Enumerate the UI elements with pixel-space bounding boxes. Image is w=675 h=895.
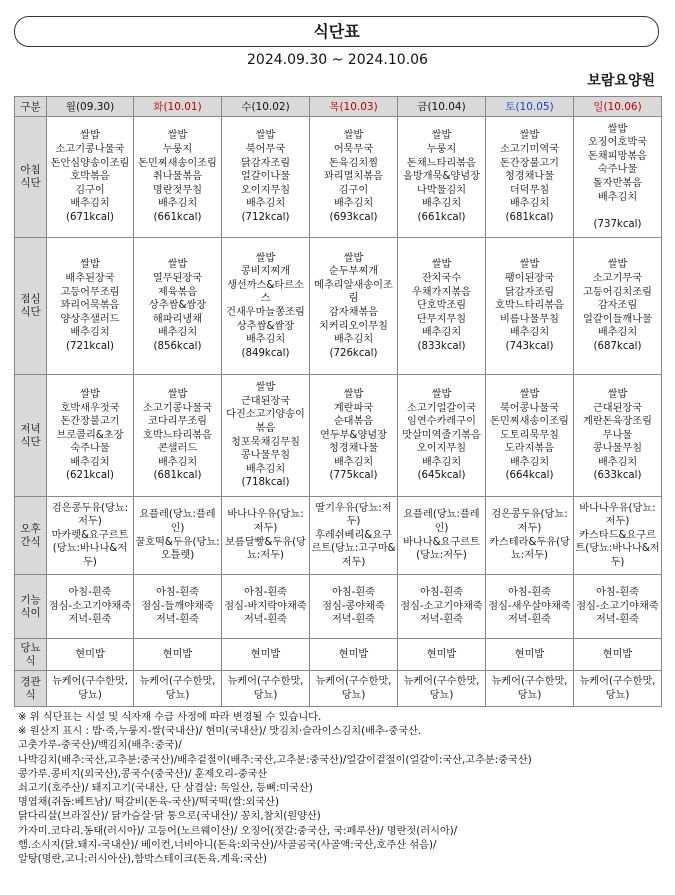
table-cell: 뉴케어(구수한맛,당뇨)	[398, 671, 486, 707]
table-cell: 아침-흰죽 점심-소고기야채죽 저녁-흰죽	[574, 575, 662, 639]
table-row-dinner	[15, 375, 662, 497]
notes-section	[18, 711, 668, 867]
table-cell: 쌀밥 소고기무국 고등어김치조림 감자조림 얼갈이들깨나물 배추김치 (687kcal)	[574, 238, 662, 375]
row-label-tube-feeding: 경관 식	[15, 671, 47, 707]
table-cell: 현미밥	[47, 639, 134, 671]
table-cell: 뉴케어(구수한맛,당뇨)	[222, 671, 310, 707]
row-label-lunch: 점심 식단	[15, 238, 47, 375]
table-cell: 아침-흰죽 점심-소고기야채죽 저녁-흰죽	[47, 575, 134, 639]
table-cell: 아침-흰죽 점심-소고기야채죽 저녁-흰죽	[398, 575, 486, 639]
note-line: 명엽채(쥐돔:베트남)/ 떡갈비(돈육-국산)/떡국떡(쌀:외국산)	[18, 797, 279, 809]
table-cell: 쌀밥 계란파국 순대볶음 연두부&양념장 청경채나물 배추김치 (775kcal)	[310, 375, 398, 497]
table-cell: 쌀밥 북어콩나물국 돈민찌새송이조림 도토리묵무침 도라지볶음 배추김치 (664kcal)	[486, 375, 574, 497]
table-cell: 뉴케어(구수한맛,당뇨)	[310, 671, 398, 707]
note-line: ※ 위 식단표는 시설 및 식자재 수급 사정에 따라 변경될 수 있습니다.	[18, 712, 322, 723]
table-row-therapeutic	[15, 575, 662, 639]
day-header-tue: 화(10.01)	[134, 97, 222, 117]
table-cell: 뉴케어(구수한맛,당뇨)	[486, 671, 574, 707]
table-cell: 쌀밥 북어무국 닭감자조림 얼갈이나물 오이지무침 배추김치 (712kcal)	[222, 117, 310, 238]
table-cell: 뉴케어(구수한맛,당뇨)	[134, 671, 222, 707]
table-cell: 바나나우유(당뇨:저두) 보름달빵&두유(당뇨:저두)	[222, 497, 310, 575]
table-cell: 뉴케어(구수한맛,당뇨)	[47, 671, 134, 707]
day-header-sun: 일(10.06)	[574, 97, 662, 117]
table-cell: 현미밥	[486, 639, 574, 671]
day-header-sat: 토(10.05)	[486, 97, 574, 117]
table-row-breakfast	[15, 117, 662, 238]
table-cell: 검은콩두유(당뇨:저두) 마카렛&요구르트(당뇨:바나나&저두)	[47, 497, 134, 575]
table-cell: 쌀밥 근대된장국 다진소고기양송이볶음 청포묵채김무침 콩나물무침 배추김치 (718kcal)	[222, 375, 310, 497]
table-cell: 쌀밥 호박새우젓국 돈간장불고기 브로콜리&초장 숙주나물 배추김치 (621kcal)	[47, 375, 134, 497]
note-line: 나박김치(배추:국산,고추분:중국산)/배추겉절이(배추:국산,고추분:중국산)/얼갈이겉절이(얼갈이:국산,고추분:중국산)	[18, 754, 532, 766]
day-header-fri: 금(10.04)	[398, 97, 486, 117]
table-cell: 아침-흰죽 점심-새우살야채죽 저녁-흰죽	[486, 575, 574, 639]
table-cell: 딸기우유(당뇨:저두) 후레쉬베리&요구르트(당뇨:고구마&저두)	[310, 497, 398, 575]
table-cell: 요플레(당뇨:플레인) 바나나&요구르트(당뇨:저두)	[398, 497, 486, 575]
table-cell: 현미밥	[574, 639, 662, 671]
table-row-lunch	[15, 238, 662, 375]
note-line: 가자미.코다리.동태(러시아)/ 고등어(노르웨이산)/ 오징어(젓갈:중국산, 국:페루산)/ 명란젓(러시아)/	[18, 825, 458, 837]
table-cell: 쌀밥 열무된장국 제육볶음 상추쌈&쌈장 해파리냉채 배추김치 (856kcal)	[134, 238, 222, 375]
table-cell: 쌀밥 소고기콩나물국 코다리무조림 호박느타리볶음 콘샐러드 배추김치 (681kcal)	[134, 375, 222, 497]
table-cell: 쌀밥 어묵무국 돈육김치찜 꽈리멸치볶음 김구이 배추김치 (693kcal)	[310, 117, 398, 238]
table-cell: 쌀밥 콩비지찌개 생선까스&타르소스 건새우마늘쫑조림 상추쌈&쌈장 배추김치 (849kcal)	[222, 238, 310, 375]
note-line: 햄.소시지(닭.돼지-국내산)/ 베이컨,너비아니(돈육:외국산)/사골곰국(사골액:국산,호주산 섞음)/	[18, 839, 437, 851]
table-row-snack	[15, 497, 662, 575]
table-cell: 쌀밥 순두부찌개 메추리알새송이조림 감자채볶음 치커리오이무침 배추김치 (726kcal)	[310, 238, 398, 375]
row-label-dinner: 저녁 식단	[15, 375, 47, 497]
table-cell: 현미밥	[398, 639, 486, 671]
table-cell: 검은콩두유(당뇨:저두) 카스테라&두유(당뇨:저두)	[486, 497, 574, 575]
header-row	[15, 97, 662, 117]
row-label-therapeutic: 기능 식이	[15, 575, 47, 639]
note-line: 쇠고기(호주산)/ 돼지고기(국내산, 단 삼겹살: 독일산, 등뼈:미국산)	[18, 783, 313, 795]
menu-period: 2024.09.30 ~ 2024.10.06	[247, 52, 428, 68]
table-cell: 뉴케어(구수한맛,당뇨)	[574, 671, 662, 707]
row-label-diabetic: 당뇨 식	[15, 639, 47, 671]
table-cell: 쌀밥 누룽지 돈채느타리볶음 올방개묵&양념장 나박물김치 배추김치 (661kcal)	[398, 117, 486, 238]
table-cell: 쌀밥 근대된장국 계란돈육장조림 무나물 콩나물무침 배추김치 (633kcal)	[574, 375, 662, 497]
day-header-thu: 목(10.03)	[310, 97, 398, 117]
page-title: 식단표	[14, 16, 659, 47]
table-cell: 현미밥	[222, 639, 310, 671]
table-cell: 쌀밥 오징어호박국 돈채피망볶음 숙주나물 돌자반볶음 배추김치 (737kcal)	[574, 117, 662, 238]
table-cell: 쌀밥 소고기콩나물국 돈안심양송이조림 호박볶음 김구이 배추김치 (671kcal)	[47, 117, 134, 238]
note-line: 닭다리살(브라질산)/ 닭가슴살·닭 통으로(국내산)/ 꽁치,참치(원양산)	[18, 811, 321, 823]
day-header-mon: 월(09.30)	[47, 97, 134, 117]
note-line: ※ 원산지 표시 : 밥·죽,누룽지-쌀(국내산)/ 현미(국내산)/ 맛김치·슬라이스김치(배추-중국산.	[18, 726, 422, 738]
table-cell: 쌀밥 소고기얼갈이국 임연수카레구이 맛살미역줄기볶음 오이지무침 배추김치 (645kcal)	[398, 375, 486, 497]
corner-header: 구분	[15, 97, 47, 117]
table-cell: 현미밥	[134, 639, 222, 671]
table-cell: 현미밥	[310, 639, 398, 671]
table-cell: 쌀밥 잔치국수 우채가지볶음 단호박조림 단무지무침 배추김치 (833kcal)	[398, 238, 486, 375]
note-line: 콩가루.콩비지(외국산),콩국수(중국산)/ 훈제오리-중국산	[18, 768, 268, 780]
table-cell: 요플레(당뇨:플레인) 꿀호떡&두유(당뇨:오틀렛)	[134, 497, 222, 575]
table-row-tube-feeding	[15, 671, 662, 707]
table-cell: 쌀밥 누룽지 돈민찌새송이조림 취나물볶음 명란젓무침 배추김치 (661kcal)	[134, 117, 222, 238]
organization-name: 보람요양원	[587, 73, 655, 89]
table-cell: 쌀밥 소고기미역국 돈간장불고기 청경채나물 더덕무침 배추김치 (681kcal)	[486, 117, 574, 238]
day-header-wed: 수(10.02)	[222, 97, 310, 117]
table-cell: 쌀밥 팽이된장국 닭감자조림 호박느타리볶음 비름나물무침 배추김치 (743kcal)	[486, 238, 574, 375]
note-line: 알탕(명란,고니:러시아산),함박스테이크(돈육.계육:국산)	[18, 854, 267, 866]
row-label-snack: 오후 간식	[15, 497, 47, 575]
table-row-diabetic	[15, 639, 662, 671]
table-cell: 바나나우유(당뇨:저두) 카스타드&요구르트(당뇨:바나나&저두)	[574, 497, 662, 575]
table-cell: 아침-흰죽 점심-바지락야채죽 저녁-흰죽	[222, 575, 310, 639]
note-line: 고춧가루-중국산)/백김치(배추:중국)/	[18, 740, 182, 752]
menu-table	[14, 96, 662, 707]
table-cell: 아침-흰죽 점심-콩야채죽 저녁-흰죽	[310, 575, 398, 639]
table-cell: 쌀밥 배추된장국 고등어무조림 꽈리어묵볶음 양상추샐러드 배추김치 (721kcal)	[47, 238, 134, 375]
table-cell: 아침-흰죽 점심-들깨야채죽 저녁-흰죽	[134, 575, 222, 639]
row-label-breakfast: 아침 식단	[15, 117, 47, 238]
